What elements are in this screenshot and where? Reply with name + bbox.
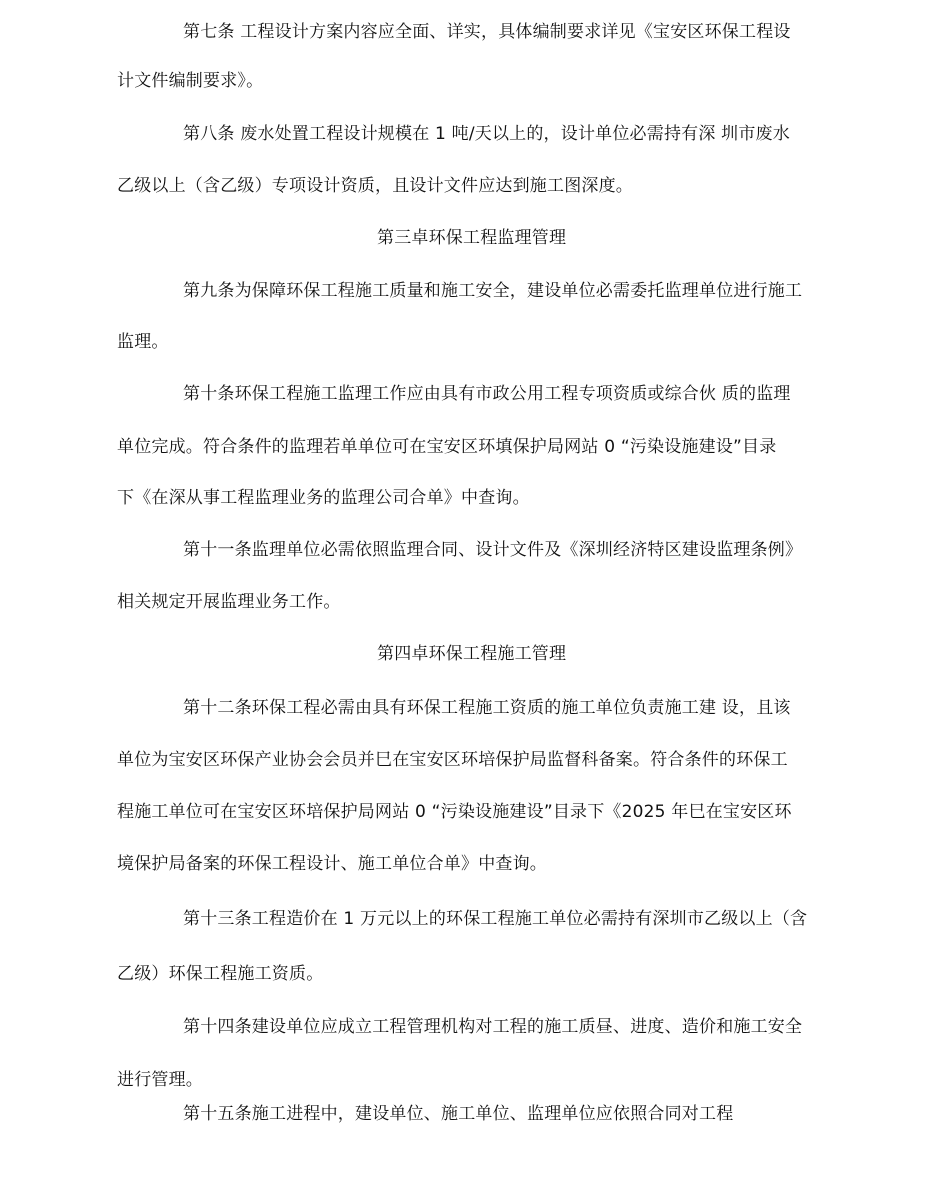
paragraph-article-10-line-3: 下《在深从事工程监理业务的监理公司合单》中查询。 — [117, 488, 530, 508]
paragraph-article-14-line-2: 进行管理。 — [117, 1070, 203, 1090]
paragraph-article-13-line-2: 乙级）环保工程施工资质。 — [117, 964, 324, 984]
paragraph-article-12-line-2: 单位为宝安区环保产业协会会员并巳在宝安区环培保护局监督科备案。符合条件的环保工 — [117, 750, 788, 770]
paragraph-article-7-line-2: 计文件编制要求》。 — [117, 71, 264, 91]
paragraph-article-13-line-1: 第十三条工程造价在 1 万元以上的环保工程施工单位必需持有深圳市乙级以上（含 — [183, 909, 808, 929]
paragraph-article-9-line-1: 第九条为保障环保工程施工质量和施工安全，建设单位必需委托监理单位进行施工 — [183, 281, 803, 301]
paragraph-article-14-line-1: 第十四条建设单位应成立工程管理机构对工程的施工质昼、进度、造价和施工安全 — [183, 1017, 803, 1037]
paragraph-article-10-line-2: 单位完成。符合条件的监理若单单位可在宝安区环填保护局网站 0 “污染设施建设”目录 — [117, 437, 777, 457]
paragraph-article-11-line-1: 第十一条监理单位必需依照监理合同、设计文件及《深圳经济特区建设监理条例》 — [183, 540, 803, 560]
chapter-4-heading: 第四卓环保工程施工管理 — [377, 644, 567, 664]
paragraph-article-8-line-2: 乙级以上（含乙级）专项设计资质，且设计文件应达到施工图深度。 — [117, 176, 633, 196]
paragraph-article-7-line-1: 第七条 工程设计方案内容应全面、详实，具体编制要求详见《宝安区环保工程设 — [183, 22, 791, 42]
paragraph-article-12-line-3: 程施工单位可在宝安区环培保护局网站 0 “污染设施建设”目录下《2025 年巳在宝安区环 — [117, 802, 792, 822]
chapter-3-heading: 第三卓环保工程监理管理 — [377, 228, 567, 248]
paragraph-article-9-line-2: 监理。 — [117, 332, 169, 352]
paragraph-article-8-line-1: 第八条 废水处置工程设计规模在 1 吨/天以上的，设计单位必需持有深 圳市废水 — [183, 124, 790, 144]
paragraph-article-12-line-1: 第十二条环保工程必需由具有环保工程施工资质的施工单位负责施工建 设，且该 — [183, 698, 791, 718]
paragraph-article-12-line-4: 境保护局备案的环保工程设计、施工单位合单》中查询。 — [117, 854, 547, 874]
paragraph-article-11-line-2: 相关规定开展监理业务工作。 — [117, 592, 341, 612]
paragraph-article-15-line-1: 第十五条施工进程中，建设单位、施工单位、监理单位应依照合同对工程 — [183, 1104, 734, 1124]
paragraph-article-10-line-1: 第十条环保工程施工监理工作应由具有市政公用工程专项资质或综合伙 质的监理 — [183, 384, 791, 404]
